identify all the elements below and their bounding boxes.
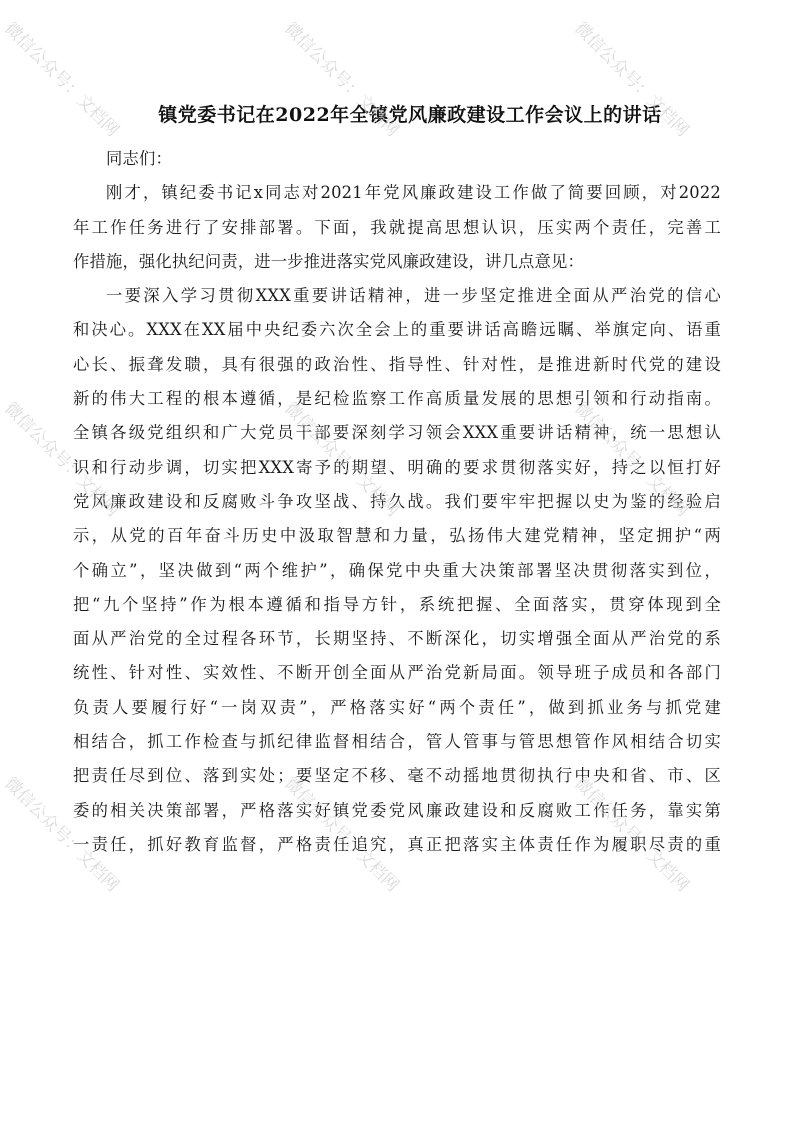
watermark: 微信公众号：文档网 [280, 398, 403, 521]
paragraph-line: 心长、振聋发聩，具有很强的政治性、指导性、针对性，是推进新时代党的建设 [73, 354, 721, 374]
watermark: 微信公众号：文档网 [0, 773, 123, 896]
paragraph-line: 个确立”，坚决做到“两个维护”，确保党中央重大决策部署坚决贯彻落实到位， [73, 560, 721, 580]
paragraph-line: 党风廉政建设和反腐败斗争攻坚战、持久战。我们要牢牢把握以史为鉴的经验启 [73, 491, 721, 511]
paragraph-line: 新的伟大工程的根本遵循，是纪检监察工作高质量发展的思想引领和行动指南。 [73, 389, 721, 409]
watermark: 微信公众号：文档网 [570, 18, 693, 141]
watermark: 微信公众号：文档网 [0, 18, 123, 141]
paragraph-line: 作措施，强化执纪问责，进一步推进落实党风廉政建设，讲几点意见： [73, 251, 584, 271]
document-title: 镇党委书记在2022年全镇党风廉政建设工作会议上的讲话 [158, 104, 662, 126]
paragraph-line: 把“九个坚持”作为根本遵循和指导方针，系统把握、全面落实，贯穿体现到全 [73, 594, 721, 614]
salutation: 同志们： [106, 149, 172, 168]
paragraph-line: 委的相关决策部署，严格落实好镇党委党风廉政建设和反腐败工作任务，靠实第 [73, 800, 721, 820]
paragraph-line: 全镇各级党组织和广大党员干部要深刻学习领会XXX重要讲话精神，统一思想认 [73, 423, 721, 443]
paragraph-line: 相结合，抓工作检查与抓纪律监督相结合，管人管事与管思想管作风相结合切实 [73, 732, 721, 752]
paragraph-line: 把责任尽到位、落到实处；要坚定不移、毫不动摇地贯彻执行中央和省、市、区 [73, 766, 721, 786]
paragraph-line: 一要深入学习贯彻XXX重要讲话精神，进一步坚定推进全面从严治党的信心 [106, 286, 721, 306]
paragraph-line: 年工作任务进行了安排部署。下面，我就提高思想认识，压实两个责任，完善工 [73, 217, 721, 237]
watermark: 微信公众号：文档网 [570, 773, 693, 896]
paragraph-line: 识和行动步调，切实把XXX寄予的期望、明确的要求贯彻落实好，持之以恒打好 [73, 457, 721, 477]
watermark: 微信公众号：文档网 [280, 773, 403, 896]
paragraph-line: 示，从党的百年奋斗历史中汲取智慧和力量，弘扬伟大建党精神，坚定拥护“两 [73, 526, 721, 546]
watermark: 微信公众号：文档网 [280, 18, 403, 141]
paragraph-line: 面从严治党的全过程各环节，长期坚持、不断深化，切实增强全面从严治党的系 [73, 629, 721, 649]
paragraph-line: 统性、针对性、实效性、不断开创全面从严治党新局面。领导班子成员和各部门 [73, 663, 721, 683]
paragraph-line: 刚才，镇纪委书记x同志对2021年党风廉政建设工作做了简要回顾，对2022 [106, 183, 721, 203]
paragraph-line: 和决心。XXX在XX届中央纪委六次全会上的重要讲话高瞻远瞩、举旗定向、语重 [73, 320, 721, 340]
paragraph-line: 一责任，抓好教育监督，严格责任追究，真正把落实主体责任作为履职尽责的重 [73, 834, 721, 854]
watermark: 微信公众号：文档网 [0, 398, 123, 521]
watermark: 微信公众号：文档网 [570, 398, 693, 521]
paragraph-line: 负责人要履行好“一岗双责”，严格落实好“两个责任”，做到抓业务与抓党建 [73, 697, 721, 717]
document-body [73, 142, 721, 862]
